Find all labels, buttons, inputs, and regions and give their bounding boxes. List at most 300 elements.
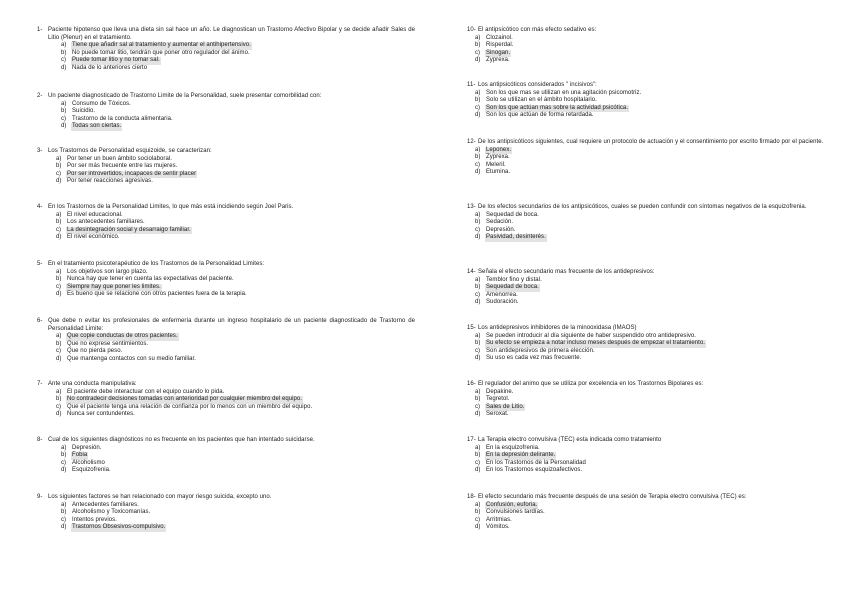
option-letter: d) — [475, 169, 481, 176]
option-letter: b) — [56, 219, 62, 226]
option-text: Que el paciente tenga una relación de confianza por lo menos con un miembro del equipo. — [67, 403, 313, 410]
option-text: Trastornos Obsesivos-compulsivo. — [72, 524, 166, 531]
option-c — [467, 227, 845, 235]
option-letter: c) — [61, 57, 67, 64]
option-text: Antecedentes familiares. — [72, 501, 139, 508]
option-c — [37, 348, 415, 356]
question-11 — [467, 82, 845, 120]
option-letter: a) — [56, 155, 62, 162]
question-6 — [37, 318, 415, 364]
option-letter: d) — [475, 411, 481, 418]
option-d — [37, 524, 415, 532]
option-text: Son los que actúan de forma retardada. — [486, 112, 594, 119]
option-letter: d) — [475, 57, 481, 64]
option-b — [467, 509, 845, 517]
question-15 — [467, 325, 845, 363]
option-list — [467, 445, 845, 475]
option-a — [467, 277, 845, 285]
option-letter: a) — [61, 100, 67, 107]
question-18 — [467, 494, 845, 532]
option-b — [467, 42, 845, 50]
option-text: Alcoholismo — [72, 459, 105, 466]
option-text: Es bueno que se relacione con otros pacientes fuera de la terapia. — [67, 291, 247, 298]
question-number: 12- — [467, 139, 476, 145]
option-text: Son los que actúan mas sobre la actividad psicótica. — [486, 104, 629, 111]
option-b — [37, 50, 415, 58]
option-letter: b) — [475, 396, 481, 403]
option-d — [467, 524, 845, 532]
option-letter: b) — [61, 452, 67, 459]
option-text: Que mantenga contactos con su medio familiar. — [67, 355, 196, 362]
question-number: 14- — [467, 269, 476, 275]
question-number: 6- — [37, 318, 43, 324]
option-letter: c) — [475, 226, 481, 233]
option-text: Zyprexa. — [486, 57, 510, 64]
question-13 — [467, 204, 845, 242]
question-number: 4- — [37, 204, 43, 210]
option-letter: d) — [475, 524, 481, 531]
option-a — [37, 269, 415, 277]
option-a — [37, 389, 415, 397]
option-text: Sales de Litio. — [486, 403, 525, 410]
option-list — [37, 156, 415, 186]
option-a — [37, 502, 415, 510]
question-text: La Terapia electro convulsiva (TEC) esta indicada como tratamiento — [478, 437, 662, 443]
option-text: Sedación. — [486, 219, 514, 226]
option-d — [37, 178, 415, 186]
option-letter: b) — [56, 396, 62, 403]
option-text: Depakine. — [486, 388, 514, 395]
option-b — [467, 97, 845, 105]
question-9 — [37, 494, 415, 532]
option-text: Por ser más frecuente entre las mujeres. — [67, 163, 178, 170]
question-number: 3- — [37, 148, 43, 154]
question-5 — [37, 261, 415, 299]
option-c — [37, 57, 415, 65]
option-b — [37, 341, 415, 349]
option-letter: b) — [475, 219, 481, 226]
question-number: 11- — [467, 82, 476, 88]
question-stem — [37, 93, 415, 101]
option-a — [467, 35, 845, 43]
option-a — [37, 42, 415, 50]
option-d — [467, 467, 845, 475]
option-a — [37, 101, 415, 109]
option-letter: c) — [475, 104, 481, 111]
option-d — [467, 169, 845, 177]
option-c — [37, 284, 415, 292]
option-b — [37, 219, 415, 227]
option-letter: d) — [56, 178, 62, 185]
option-text: Todas son ciertas. — [72, 123, 122, 130]
question-10 — [467, 27, 845, 65]
option-letter: a) — [475, 34, 481, 41]
question-4 — [37, 204, 415, 242]
option-list — [37, 101, 415, 131]
option-d — [37, 411, 415, 419]
option-text: Pasividad, desinterés. — [486, 234, 546, 241]
option-text: Su uso es cada vez mas frecuente. — [486, 355, 582, 362]
option-a — [37, 333, 415, 341]
question-stem — [467, 381, 845, 389]
option-letter: c) — [475, 403, 481, 410]
question-stem — [37, 148, 415, 156]
option-c — [37, 227, 415, 235]
option-letter: b) — [61, 49, 67, 56]
option-d — [467, 234, 845, 242]
option-text: Seroxat. — [486, 411, 509, 418]
option-letter: a) — [56, 211, 62, 218]
option-a — [467, 502, 845, 510]
question-8 — [37, 437, 415, 475]
option-text: Se pueden introducir al día siguiente de haber suspendido otro antidepresivo. — [486, 332, 696, 339]
option-list — [37, 502, 415, 532]
option-text: Tegretol. — [486, 396, 510, 403]
option-letter: c) — [61, 516, 67, 523]
option-letter: d) — [61, 524, 67, 531]
option-letter: b) — [475, 340, 481, 347]
question-text: En los Trastornos de la Personalidad Limites, lo que más está incidiendo según Joel Paris. — [48, 204, 294, 210]
option-d — [467, 299, 845, 307]
option-text: Esquizofrenia. — [72, 467, 111, 474]
question-text: Los antidepresivos inhibidores de la minooxidasa (IMAOS) — [478, 325, 637, 331]
option-a — [467, 147, 845, 155]
option-letter: c) — [475, 347, 481, 354]
option-letter: b) — [475, 97, 481, 104]
question-stem — [467, 27, 845, 35]
option-letter: a) — [56, 388, 62, 395]
question-number: 17- — [467, 437, 476, 443]
question-stem — [37, 494, 415, 502]
option-d — [467, 112, 845, 120]
option-letter: c) — [56, 170, 62, 177]
question-3 — [37, 148, 415, 186]
question-17 — [467, 437, 845, 475]
option-d — [467, 57, 845, 65]
option-letter: b) — [475, 452, 481, 459]
option-letter: d) — [56, 234, 62, 241]
question-text: En el tratamiento psicoterapéutico de los Trastornos de la Personalidad Limites: — [48, 261, 265, 267]
option-letter: d) — [475, 299, 481, 306]
question-stem — [467, 82, 845, 90]
option-text: Leponex. — [486, 146, 512, 153]
question-stem — [467, 269, 845, 277]
option-list — [467, 212, 845, 242]
option-text: Nada de lo anteriores cierto — [72, 64, 148, 71]
option-text: Temblor fino y distal. — [486, 276, 542, 283]
question-text: Los antipsicóticos considerados " incisivos": — [478, 82, 597, 88]
option-text: Etumina. — [486, 169, 511, 176]
question-text: Un paciente diagnosticado de Trastorno Limite de la Personalidad, suele presentar comorbilidad con: — [48, 93, 322, 99]
option-c — [467, 517, 845, 525]
option-b — [37, 509, 415, 517]
option-text: Alcoholismo y Toxicomanías. — [72, 509, 151, 516]
question-1 — [37, 27, 415, 73]
option-text: Su efecto se empieza a notar incluso meses después de empezar el tratamiento. — [486, 340, 705, 347]
option-list — [467, 277, 845, 307]
option-text: Solo se utilizan en el ámbito hospitalario. — [486, 97, 597, 104]
question-text: Paciente hipotenso que lleva una dieta sin sal hace un año. Le diagnostican un Trastorno Afectivo Bipolar y se decide añadir Sales de Litio (Plenur) en el tratamiento. — [48, 27, 415, 41]
option-text: Meleril. — [486, 161, 506, 168]
option-letter: a) — [475, 332, 481, 339]
option-letter: d) — [475, 467, 481, 474]
question-number: 1- — [37, 27, 43, 33]
option-letter: b) — [475, 42, 481, 49]
option-text: Amenorrea. — [486, 291, 518, 298]
question-text: El antipsicótico con más efecto sedativo es: — [478, 27, 597, 33]
option-text: Confusión, euforia. — [486, 501, 538, 508]
option-letter: a) — [475, 89, 481, 96]
option-b — [467, 452, 845, 460]
option-a — [467, 389, 845, 397]
option-text: Consumo de Tóxicos. — [72, 100, 131, 107]
option-text: El paciente debe interactuar con el equipo cuando lo pida. — [67, 388, 225, 395]
option-letter: a) — [61, 42, 67, 49]
option-text: La desintegración social y desarraigo familiar. — [67, 226, 191, 233]
option-text: Fobia — [72, 452, 88, 459]
option-letter: a) — [56, 333, 62, 340]
option-c — [37, 171, 415, 179]
option-d — [37, 356, 415, 364]
option-letter: c) — [475, 459, 481, 466]
option-b — [37, 276, 415, 284]
option-letter: d) — [56, 355, 62, 362]
option-c — [467, 292, 845, 300]
option-c — [467, 460, 845, 468]
option-text: Sinogan. — [486, 49, 511, 56]
option-text: Puede tomar litio y no tomar sal. — [72, 57, 160, 64]
option-letter: c) — [61, 115, 67, 122]
option-d — [37, 123, 415, 131]
question-12 — [467, 139, 845, 177]
option-c — [37, 517, 415, 525]
option-b — [37, 163, 415, 171]
option-text: Los antecedentes familiares. — [67, 219, 145, 226]
option-text: Que copie conductas de otros pacientes. — [67, 333, 178, 340]
option-letter: d) — [56, 291, 62, 298]
option-letter: c) — [56, 348, 62, 355]
option-b — [467, 396, 845, 404]
option-c — [467, 348, 845, 356]
option-c — [467, 404, 845, 412]
question-stem — [467, 494, 845, 502]
question-number: 7- — [37, 381, 43, 387]
option-c — [467, 105, 845, 113]
question-text: Los siguientes factores se han relacionado con mayor riesgo suicida, excepto uno. — [48, 494, 272, 500]
question-text: Que debe n evitar los profesionales de enfermería durante un ingreso hospitalario de un paciente diagnosticado de Trastorno de Personalidad Limite: — [48, 318, 415, 332]
option-c — [37, 404, 415, 412]
option-text: Depresión. — [486, 226, 516, 233]
option-a — [467, 445, 845, 453]
option-text: Risperdal. — [486, 42, 514, 49]
question-stem — [37, 381, 415, 389]
option-text: Convulsiones tardías. — [486, 509, 545, 516]
question-text: El efecto secundario más frecuente después de una sesión de Terapia electro convulsiva (TEC) es: — [478, 494, 747, 500]
option-a — [467, 333, 845, 341]
option-text: Por ser introvertidos, incapaces de sentir placer — [67, 170, 197, 177]
question-stem — [37, 437, 415, 445]
question-16 — [467, 381, 845, 419]
option-letter: a) — [475, 388, 481, 395]
option-d — [37, 65, 415, 73]
option-text: Trastorno de la conducta alimentaria. — [72, 115, 173, 122]
option-text: En los Trastornos esquizoafectivos. — [486, 467, 583, 474]
option-text: Por tener un buen ámbito sociolaboral. — [67, 155, 172, 162]
question-number: 18- — [467, 494, 476, 500]
option-letter: b) — [475, 154, 481, 161]
option-list — [467, 389, 845, 419]
question-number: 15- — [467, 325, 476, 331]
option-list — [37, 389, 415, 419]
question-stem — [467, 437, 845, 445]
option-text: Sudoración. — [486, 299, 519, 306]
question-stem — [37, 261, 415, 269]
option-a — [37, 156, 415, 164]
option-text: En la depresión delirante. — [486, 452, 556, 459]
option-letter: d) — [475, 112, 481, 119]
option-letter: c) — [475, 291, 481, 298]
option-text: Nunca ser contundentes. — [67, 411, 135, 418]
question-stem — [467, 139, 845, 147]
option-d — [37, 234, 415, 242]
option-text: En los Trastornos de la Personalidad — [486, 459, 586, 466]
option-b — [37, 452, 415, 460]
option-list — [467, 35, 845, 65]
option-text: Tiene que añadir sal al tratamiento y aumentar el antihipertensivo. — [72, 42, 251, 49]
question-number: 2- — [37, 93, 43, 99]
option-text: Depresión. — [72, 444, 102, 451]
option-c — [37, 116, 415, 124]
option-text: Que no exprese sentimientos. — [67, 340, 149, 347]
option-letter: b) — [475, 284, 481, 291]
question-stem — [467, 204, 845, 212]
option-letter: b) — [56, 340, 62, 347]
question-stem — [37, 204, 415, 212]
option-letter: d) — [475, 355, 481, 362]
option-list — [467, 502, 845, 532]
option-b — [467, 154, 845, 162]
question-stem — [37, 318, 415, 333]
option-text: No puede tomar litio, tendrán que poner otro regulador del ánimo. — [72, 49, 250, 56]
option-letter: c) — [475, 161, 481, 168]
option-text: No contradecir decisiones tomadas con anterioridad por cualquier miembro del equipo. — [67, 396, 302, 403]
question-text: Ante una conducta manipulativa: — [48, 381, 137, 387]
option-letter: c) — [475, 516, 481, 523]
option-letter: d) — [475, 234, 481, 241]
option-text: Clozainol. — [486, 34, 513, 41]
option-text: Siempre hay que poner les limites. — [67, 283, 161, 290]
option-list — [467, 90, 845, 120]
option-text: Suicidio. — [72, 108, 96, 115]
option-letter: c) — [56, 403, 62, 410]
option-text: Sequedad de boca. — [486, 284, 539, 291]
option-text: Zyprexa. — [486, 154, 510, 161]
option-text: Vómitos. — [486, 524, 510, 531]
question-text: Cual de los siguientes diagnósticos no es frecuente en los pacientes que han intentado suicidarse. — [48, 437, 315, 443]
question-number: 9- — [37, 494, 43, 500]
option-a — [467, 90, 845, 98]
question-number: 13- — [467, 204, 476, 210]
option-a — [467, 212, 845, 220]
option-letter: d) — [61, 64, 67, 71]
option-text: Nunca hay que tener en cuenta las expectativas del paciente. — [67, 276, 234, 283]
question-text: El regulador del animo que se utiliza por excelencia en los Trastornos Bipolares es: — [478, 381, 704, 387]
option-text: Son los que mas se utilizan en una agitación psicomotriz. — [486, 89, 642, 96]
option-letter: b) — [61, 509, 67, 516]
option-letter: a) — [475, 501, 481, 508]
question-number: 10- — [467, 27, 476, 33]
question-2 — [37, 93, 415, 131]
option-b — [37, 396, 415, 404]
option-c — [467, 50, 845, 58]
question-stem — [37, 27, 415, 42]
option-list — [37, 42, 415, 72]
option-letter: b) — [61, 108, 67, 115]
option-d — [467, 355, 845, 363]
option-b — [37, 108, 415, 116]
option-list — [467, 333, 845, 363]
option-list — [37, 269, 415, 299]
option-text: Que no pierda peso. — [67, 348, 123, 355]
option-a — [37, 445, 415, 453]
option-letter: a) — [61, 444, 67, 451]
option-text: En la esquizofrenia. — [486, 444, 540, 451]
option-letter: a) — [475, 276, 481, 283]
option-letter: d) — [61, 467, 67, 474]
option-b — [467, 219, 845, 227]
option-text: Son antidepresivos de primera elección. — [486, 347, 595, 354]
question-stem — [467, 325, 845, 333]
option-letter: c) — [475, 49, 481, 56]
option-d — [467, 411, 845, 419]
option-list — [467, 147, 845, 177]
option-b — [467, 340, 845, 348]
option-letter: b) — [56, 276, 62, 283]
option-letter: d) — [61, 123, 67, 130]
question-text: De los antipsicóticos siguientes, cual requiere un protocolo de actuación y el consentimiento por escrito firmado por el paciente. — [478, 139, 824, 145]
option-d — [37, 467, 415, 475]
option-letter: a) — [475, 444, 481, 451]
option-letter: b) — [56, 163, 62, 170]
option-letter: a) — [56, 268, 62, 275]
option-list — [37, 445, 415, 475]
option-text: Arritmias. — [486, 516, 512, 523]
option-a — [37, 212, 415, 220]
option-text: Los objetivos son largo plazo. — [67, 268, 148, 275]
option-b — [467, 284, 845, 292]
option-c — [467, 162, 845, 170]
option-letter: c) — [56, 226, 62, 233]
option-letter: c) — [56, 283, 62, 290]
question-text: Señala el efecto secundario mas frecuente de los antidepresivos: — [478, 269, 655, 275]
question-text: De los efectos secundarios de los antipsicóticos, cuales se pueden confundir con síntomas negativos de la esquizofrenia. — [478, 204, 807, 210]
option-text: El nivel educacional. — [67, 211, 123, 218]
option-list — [37, 212, 415, 242]
question-7 — [37, 381, 415, 419]
option-text: Sequedad de boca. — [486, 211, 539, 218]
question-number: 8- — [37, 437, 43, 443]
option-letter: c) — [61, 459, 67, 466]
option-letter: a) — [61, 501, 67, 508]
option-letter: b) — [475, 509, 481, 516]
option-d — [37, 291, 415, 299]
question-number: 16- — [467, 381, 476, 387]
question-number: 5- — [37, 261, 43, 267]
option-text: Intentos previos. — [72, 516, 117, 523]
option-letter: a) — [475, 146, 481, 153]
option-text: El nivel económico. — [67, 234, 120, 241]
option-letter: d) — [56, 411, 62, 418]
